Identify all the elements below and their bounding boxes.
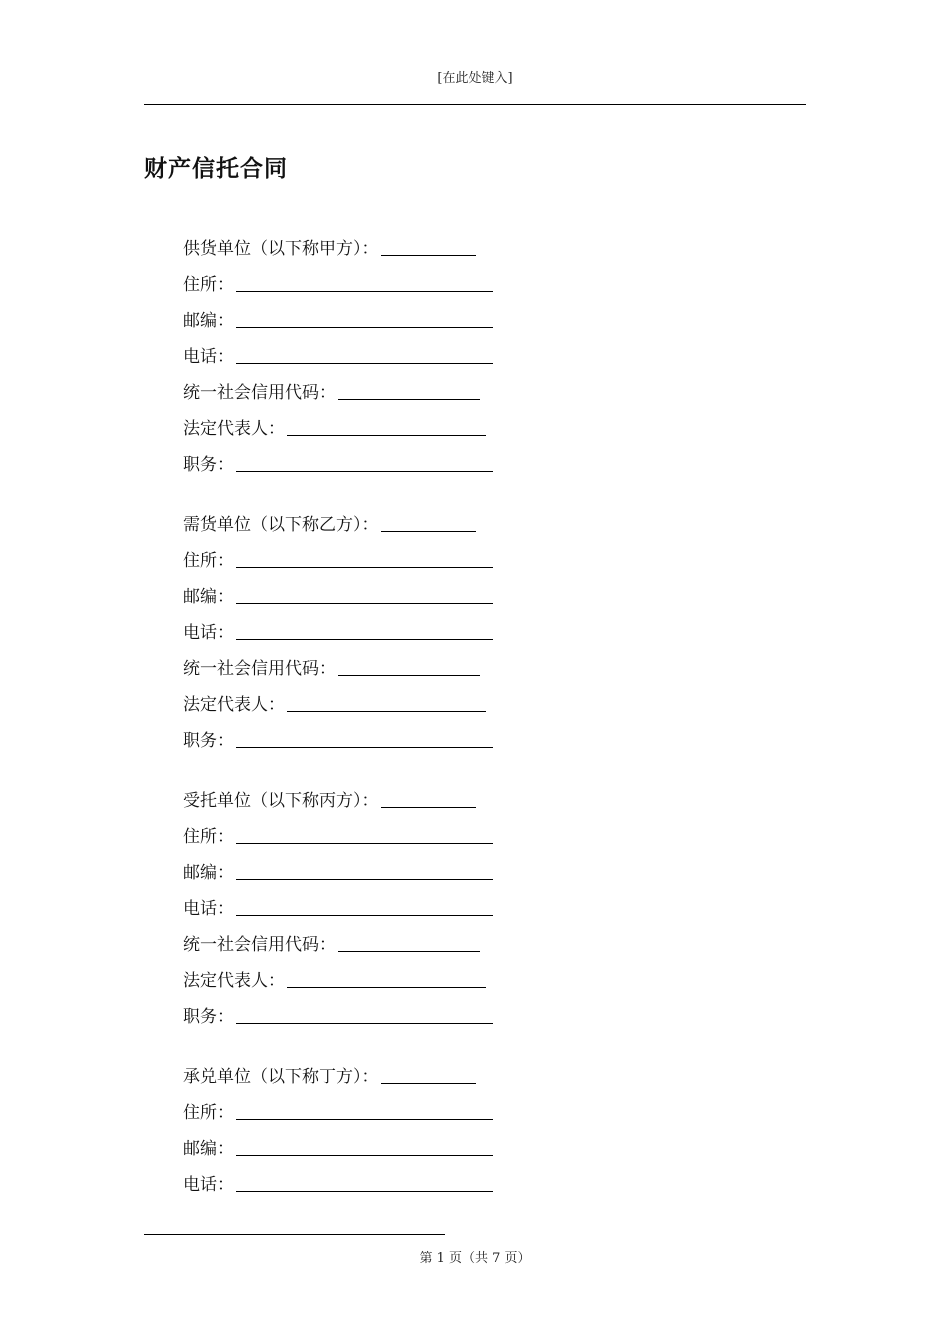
party-a-postcode-blank[interactable] xyxy=(236,326,493,328)
party-a-address-row xyxy=(183,262,603,298)
field-label: 电话： xyxy=(183,1175,234,1195)
party-b-phone-row xyxy=(183,610,603,646)
party-c-credit-code-blank[interactable] xyxy=(338,950,480,952)
field-label: 电话： xyxy=(183,623,234,643)
field-label: 法定代表人： xyxy=(183,695,285,715)
party-c-heading-row xyxy=(183,778,603,814)
party-a-position-blank[interactable] xyxy=(236,470,493,472)
party-d-heading-row xyxy=(183,1054,603,1090)
party-c-name-blank[interactable] xyxy=(381,806,476,808)
party-b-address-blank[interactable] xyxy=(236,566,493,568)
party-c-heading: 受托单位（以下称丙方）： xyxy=(183,791,379,811)
party-a-heading-row xyxy=(183,226,603,262)
party-c-address-blank[interactable] xyxy=(236,842,493,844)
party-c-legal-rep-blank[interactable] xyxy=(287,986,486,988)
party-b-block xyxy=(183,502,603,754)
party-b-heading: 需货单位（以下称乙方）： xyxy=(183,515,379,535)
party-b-postcode-row xyxy=(183,574,603,610)
field-label: 统一社会信用代码： xyxy=(183,935,336,955)
field-label: 住所： xyxy=(183,551,234,571)
party-c-position-row xyxy=(183,994,603,1030)
field-label: 住所： xyxy=(183,827,234,847)
party-b-postcode-blank[interactable] xyxy=(236,602,493,604)
party-d-postcode-blank[interactable] xyxy=(236,1154,493,1156)
field-label: 邮编： xyxy=(183,1139,234,1159)
party-b-position-blank[interactable] xyxy=(236,746,493,748)
party-a-legal-rep-row xyxy=(183,406,603,442)
header-divider xyxy=(144,104,806,105)
field-label: 邮编： xyxy=(183,311,234,331)
field-label: 邮编： xyxy=(183,587,234,607)
party-a-address-blank[interactable] xyxy=(236,290,493,292)
party-c-legal-rep-row xyxy=(183,958,603,994)
party-a-credit-code-row xyxy=(183,370,603,406)
party-a-phone-blank[interactable] xyxy=(236,362,493,364)
party-a-phone-row xyxy=(183,334,603,370)
field-label: 邮编： xyxy=(183,863,234,883)
party-c-phone-row xyxy=(183,886,603,922)
field-label: 法定代表人： xyxy=(183,419,285,439)
party-c-phone-blank[interactable] xyxy=(236,914,493,916)
party-b-name-blank[interactable] xyxy=(381,530,476,532)
party-a-block xyxy=(183,226,603,478)
field-label: 法定代表人： xyxy=(183,971,285,991)
party-d-heading: 承兑单位（以下称丁方）： xyxy=(183,1067,379,1087)
party-a-credit-code-blank[interactable] xyxy=(338,398,480,400)
field-label: 统一社会信用代码： xyxy=(183,659,336,679)
party-a-legal-rep-blank[interactable] xyxy=(287,434,486,436)
party-d-postcode-row xyxy=(183,1126,603,1162)
party-d-phone-row xyxy=(183,1162,603,1198)
field-label: 住所： xyxy=(183,1103,234,1123)
party-d-block xyxy=(183,1054,603,1198)
page-header-placeholder[interactable]: [在此处键入] xyxy=(437,71,513,86)
party-b-credit-code-blank[interactable] xyxy=(338,674,480,676)
field-label: 职务： xyxy=(183,455,234,475)
field-label: 统一社会信用代码： xyxy=(183,383,336,403)
party-a-name-blank[interactable] xyxy=(381,254,476,256)
document-title: 财产信托合同 xyxy=(144,156,288,182)
field-label: 职务： xyxy=(183,731,234,751)
field-label: 电话： xyxy=(183,347,234,367)
footnote-divider xyxy=(144,1234,445,1235)
party-d-phone-blank[interactable] xyxy=(236,1190,493,1192)
party-b-legal-rep-row xyxy=(183,682,603,718)
party-c-address-row xyxy=(183,814,603,850)
party-d-address-row xyxy=(183,1090,603,1126)
party-d-name-blank[interactable] xyxy=(381,1082,476,1084)
party-b-phone-blank[interactable] xyxy=(236,638,493,640)
party-c-credit-code-row xyxy=(183,922,603,958)
party-a-postcode-row xyxy=(183,298,603,334)
party-b-address-row xyxy=(183,538,603,574)
party-c-position-blank[interactable] xyxy=(236,1022,493,1024)
party-b-position-row xyxy=(183,718,603,754)
page-number: 第 1 页（共 7 页） xyxy=(419,1251,531,1266)
field-label: 职务： xyxy=(183,1007,234,1027)
party-a-heading: 供货单位（以下称甲方）： xyxy=(183,239,379,259)
party-b-credit-code-row xyxy=(183,646,603,682)
field-label: 住所： xyxy=(183,275,234,295)
party-b-heading-row xyxy=(183,502,603,538)
party-c-block xyxy=(183,778,603,1030)
field-label: 电话： xyxy=(183,899,234,919)
party-a-position-row xyxy=(183,442,603,478)
party-d-address-blank[interactable] xyxy=(236,1118,493,1120)
party-b-legal-rep-blank[interactable] xyxy=(287,710,486,712)
party-c-postcode-row xyxy=(183,850,603,886)
party-c-postcode-blank[interactable] xyxy=(236,878,493,880)
